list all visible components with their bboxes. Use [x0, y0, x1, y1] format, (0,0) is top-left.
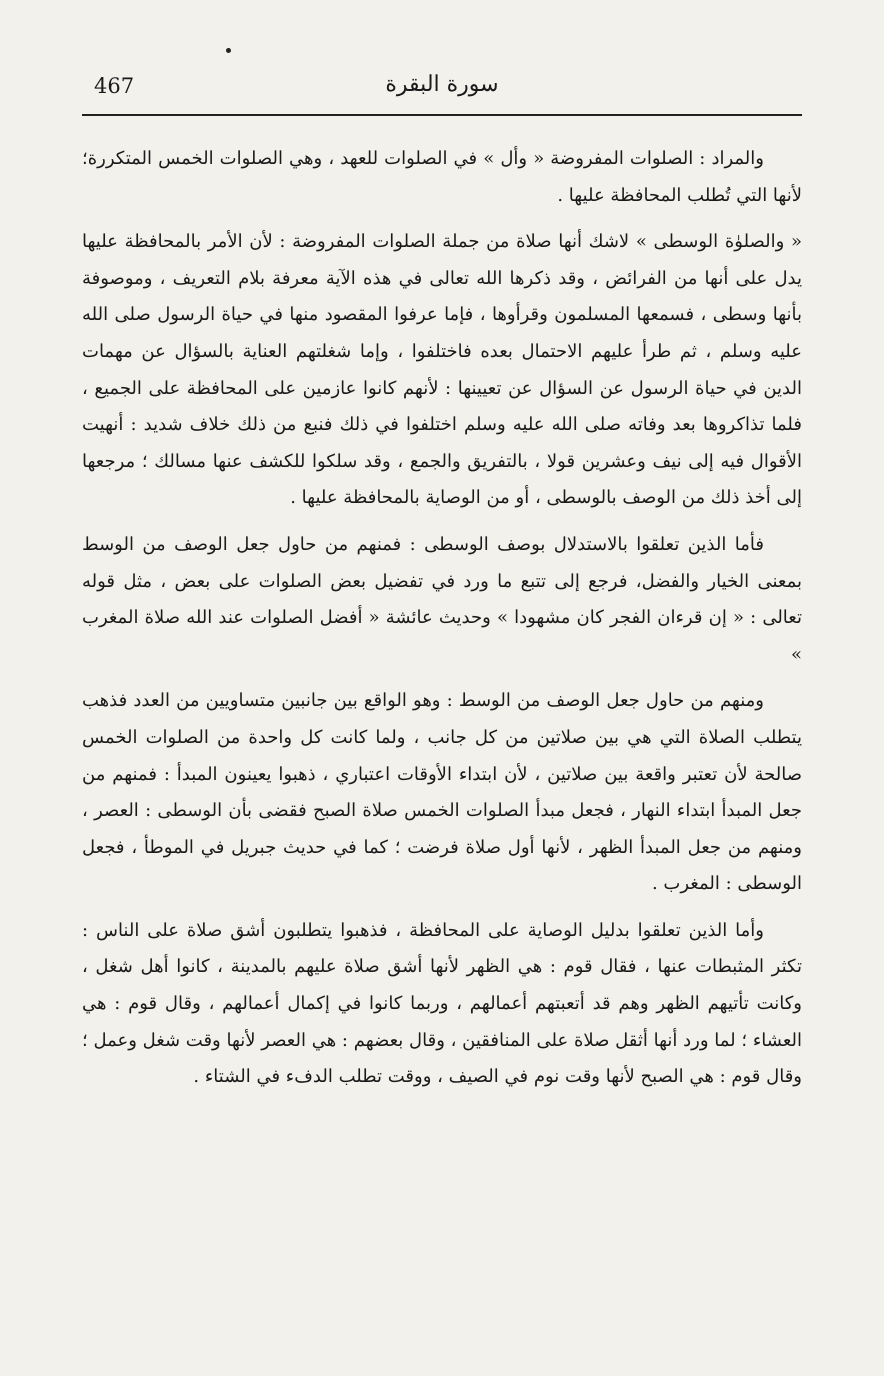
paragraph-4: ومنهم من حاول جعل الوصف من الوسط : وهو الواقع بين جانبين متساويين من العدد فذهب يتطلب الصلاة التي هي بين صلاتين من كل جانب ، ولما كانت كل واحدة من الصلوات الخمس صالحة لأن تعتبر واقعة بين صلاتين ، لأن ابتداء الأوقات اعتباري ، ذهبوا يعينون المبدأ : فمنهم من جعل المبدأ ابتداء النهار ، فجعل مبدأ الصلوات الخمس صلاة الصبح فقضى بأن الوسطى : العصر ، ومنهم من جعل المبدأ الظهر ، لأنها أول صلاة فرضت ؛ كما في حديث جبريل في الموطأ ، فجعل الوسطى : المغرب . — [82, 690, 802, 895]
header-rule — [82, 114, 802, 116]
page-header — [82, 64, 802, 112]
ink-dot — [226, 48, 231, 53]
paragraph-3: فأما الذين تعلقوا بالاستدلال بوصف الوسطى : فمنهم من حاول جعل الوصف من الوسط بمعنى الخيار والفضل، فرجع إلى تتبع ما ورد في تفضيل بعض الصلوات على بعض ، مثل قوله تعالى : « إن قرءان الفجر كان مشهودا » وحديث عائشة « أفضل الصلوات عند الله صلاة المغرب » — [82, 533, 802, 665]
paragraph-2: « والصلوٰة الوسطى » لاشك أنها صلاة من جملة الصلوات المفروضة : لأن الأمر بالمحافظة عليها يدل على أنها من الفرائض ، وقد ذكرها الله تعالى في هذه الآية معرفة بلام التعريف ، وموصوفة بأنها وسطى ، فسمعها المسلمون وقرأوها ، فإما عرفوا المقصود منها في حياة الرسول صلى الله عليه وسلم ، ثم طرأ عليهم الاحتمال بعده فاختلفوا ، وإما شغلتهم العناية بالسؤال عن مهمات الدين في حياة الرسول عن السؤال عن تعيينها : لأنهم كانوا عازمين على المحافظة على الجميع ، فلما تذاكروها بعد وفاته صلى الله عليه وسلم اختلفوا في ذلك فنبع من ذلك خلاف شديد : أنهيت الأقوال فيه إلى نيف وعشرين قولا ، بالتفريق والجمع ، وقد سلكوا للكشف عنها مسالك ؛ مرجعها إلى أخذ ذلك من الوصف بالوسطى ، أو من الوصاية بالمحافظة عليها . — [82, 231, 802, 509]
body-text — [82, 141, 802, 1356]
page-number: 467 — [94, 74, 135, 98]
running-title: سورة البقرة — [385, 72, 499, 97]
paragraph-5: وأما الذين تعلقوا بدليل الوصاية على المحافظة ، فذهبوا يتطلبون أشق صلاة على الناس : تكثر المثبطات عنها ، فقال قوم : هي الظهر لأنها أشق صلاة عليهم بالمدينة ، كانوا أهل شغل ، وكانت تأتيهم الظهر وهم قد أتعبتهم أعمالهم ، وربما كانوا في إكمال أعمالهم ، وقال قوم : هي العشاء ؛ لما ورد أنها أثقل صلاة على المنافقين ، وقال بعضهم : هي العصر لأنها وقت شغل وعمل ؛ وقال قوم : هي الصبح لأنها وقت نوم في الصيف ، ووقت تطلب الدفء في الشتاء . — [82, 919, 802, 1088]
paragraph-1: والمراد : الصلوات المفروضة « وأل » في الصلوات للعهد ، وهي الصلوات الخمس المتكررة؛ لأنها التي تُطلب المحافظة عليها . — [82, 148, 802, 206]
